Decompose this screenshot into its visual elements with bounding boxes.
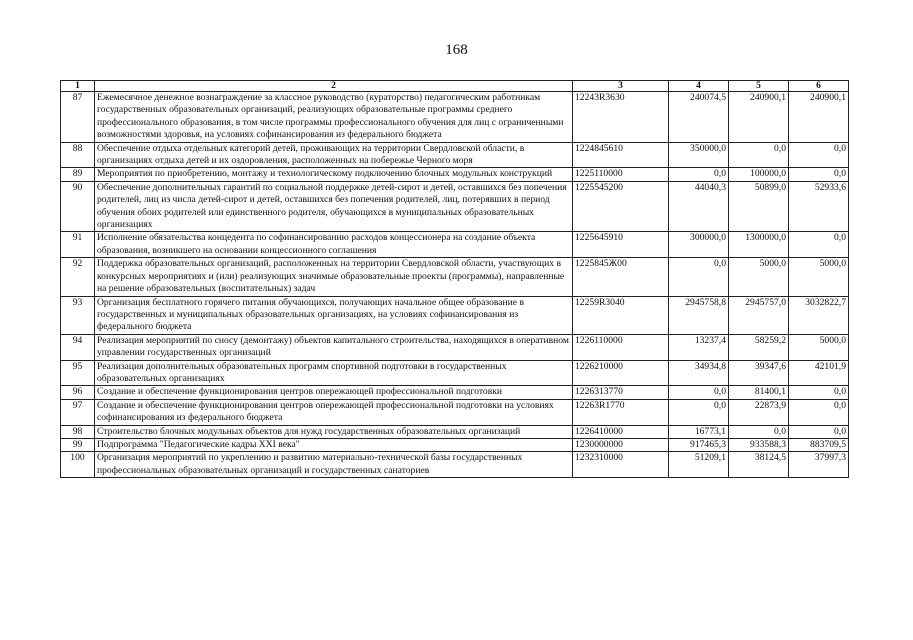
table-header-row <box>61 81 849 92</box>
row-code: 1226410000 <box>573 425 669 438</box>
row-amount-col5: 38124,5 <box>729 452 789 478</box>
row-amount-col5: 2945757,0 <box>729 296 789 334</box>
row-number: 94 <box>61 334 95 360</box>
table-row <box>61 168 849 181</box>
row-description: Создание и обеспечение функционирования центров опережающей профессиональной подготовки <box>95 386 573 399</box>
table-row <box>61 258 849 296</box>
row-amount-col6: 0,0 <box>789 386 849 399</box>
row-code: 1232310000 <box>573 452 669 478</box>
row-amount-col6: 883709,5 <box>789 438 849 451</box>
row-description: Организация мероприятий по укреплению и развитию материально-технической базы государственных профессиональных образовательных организаций и государственных санаториев <box>95 452 573 478</box>
row-description: Организация бесплатного горячего питания обучающихся, получающих начальное общее образование в государственных и муниципальных образовательных организациях, на условиях софинансирования из федерального бюджета <box>95 296 573 334</box>
row-amount-col4: 0,0 <box>669 399 729 425</box>
row-description: Строительство блочных модульных объектов для нужд государственных образовательных организаций <box>95 425 573 438</box>
row-amount-col6: 52933,6 <box>789 181 849 232</box>
page-number: 168 <box>445 42 468 58</box>
column-header: 6 <box>789 81 849 92</box>
row-code: 1225110000 <box>573 168 669 181</box>
row-amount-col5: 5000,0 <box>729 258 789 296</box>
table-row <box>61 425 849 438</box>
row-description: Мероприятия по приобретению, монтажу и технологическому подключению блочных модульных конструкций <box>95 168 573 181</box>
row-number: 96 <box>61 386 95 399</box>
row-code: 1225645910 <box>573 232 669 258</box>
column-header: 4 <box>669 81 729 92</box>
row-description: Реализация мероприятий по сносу (демонтажу) объектов капитального строительства, находящихся в оперативном управлении государственных организаций <box>95 334 573 360</box>
row-number: 92 <box>61 258 95 296</box>
row-amount-col4: 34934,8 <box>669 360 729 386</box>
row-amount-col5: 240900,1 <box>729 92 789 143</box>
table-row <box>61 334 849 360</box>
row-number: 91 <box>61 232 95 258</box>
row-amount-col4: 917465,3 <box>669 438 729 451</box>
row-amount-col4: 350000,0 <box>669 142 729 168</box>
row-code: 1225845Ж00 <box>573 258 669 296</box>
row-amount-col4: 300000,0 <box>669 232 729 258</box>
row-amount-col6: 3032822,7 <box>789 296 849 334</box>
row-amount-col4: 0,0 <box>669 386 729 399</box>
row-description: Ежемесячное денежное вознаграждение за классное руководство (кураторство) педагогическим работникам государственных образовательных организаций, реализующих образовательные программы среднего профессионального образования, в том числе программы профессионального обучения для лиц с ограниченными возможностями здоровья, на условиях софинансирования из федерального бюджета <box>95 92 573 143</box>
row-description: Поддержка образовательных организаций, расположенных на территории Свердловской области, участвующих в конкурсных мероприятиях и (или) реализующих значимые образовательные проекты (программы), направленные на решение образовательных (воспитательных) задач <box>95 258 573 296</box>
row-amount-col4: 16773,1 <box>669 425 729 438</box>
table-row <box>61 181 849 232</box>
row-code: 1225545200 <box>573 181 669 232</box>
row-amount-col5: 0,0 <box>729 425 789 438</box>
row-number: 88 <box>61 142 95 168</box>
row-amount-col5: 58259,2 <box>729 334 789 360</box>
row-code: 12259R3040 <box>573 296 669 334</box>
table-row <box>61 92 849 143</box>
column-header: 1 <box>61 81 95 92</box>
row-code: 1226313770 <box>573 386 669 399</box>
budget-table <box>60 80 849 478</box>
row-number: 93 <box>61 296 95 334</box>
row-amount-col5: 100000,0 <box>729 168 789 181</box>
row-number: 98 <box>61 425 95 438</box>
row-code: 1226210000 <box>573 360 669 386</box>
row-number: 100 <box>61 452 95 478</box>
row-code: 1230000000 <box>573 438 669 451</box>
row-amount-col6: 5000,0 <box>789 334 849 360</box>
row-amount-col4: 0,0 <box>669 168 729 181</box>
row-number: 97 <box>61 399 95 425</box>
row-code: 1224845610 <box>573 142 669 168</box>
table-row <box>61 438 849 451</box>
table-row <box>61 232 849 258</box>
column-header: 2 <box>95 81 573 92</box>
table-row <box>61 399 849 425</box>
table-row <box>61 296 849 334</box>
row-amount-col6: 0,0 <box>789 232 849 258</box>
row-number: 89 <box>61 168 95 181</box>
row-amount-col4: 13237,4 <box>669 334 729 360</box>
row-description: Обеспечение дополнительных гарантий по социальной поддержке детей-сирот и детей, оставшихся без попечения родителей, лиц из числа детей-сирот и детей, оставшихся без попечения родителей, лиц, потерявших в период обучения обоих родителей или единственного родителя, обучающихся в муниципальных образовательных организациях <box>95 181 573 232</box>
table-row <box>61 386 849 399</box>
row-amount-col5: 933588,3 <box>729 438 789 451</box>
row-code: 12243R3630 <box>573 92 669 143</box>
row-amount-col5: 0,0 <box>729 142 789 168</box>
row-description: Создание и обеспечение функционирования центров опережающей профессиональной подготовки на условиях софинансирования из федерального бюджета <box>95 399 573 425</box>
row-number: 95 <box>61 360 95 386</box>
row-amount-col6: 42101,9 <box>789 360 849 386</box>
row-amount-col6: 0,0 <box>789 168 849 181</box>
row-amount-col4: 2945758,8 <box>669 296 729 334</box>
row-amount-col6: 0,0 <box>789 142 849 168</box>
row-amount-col6: 0,0 <box>789 399 849 425</box>
column-header: 3 <box>573 81 669 92</box>
column-header: 5 <box>729 81 789 92</box>
row-description: Обеспечение отдыха отдельных категорий детей, проживающих на территории Свердловской области, в организациях отдыха детей и их оздоровления, расположенных на побережье Черного моря <box>95 142 573 168</box>
row-amount-col4: 51209,1 <box>669 452 729 478</box>
table-row <box>61 452 849 478</box>
row-amount-col5: 81400,1 <box>729 386 789 399</box>
row-description: Подпрограмма "Педагогические кадры XXI века" <box>95 438 573 451</box>
row-amount-col6: 240900,1 <box>789 92 849 143</box>
row-amount-col4: 0,0 <box>669 258 729 296</box>
table-row <box>61 360 849 386</box>
row-amount-col5: 39347,6 <box>729 360 789 386</box>
table-row <box>61 142 849 168</box>
row-description: Исполнение обязательства концедента по софинансированию расходов концессионера на создание объекта образования, возникшего на основании концессионного соглашения <box>95 232 573 258</box>
row-amount-col4: 240074,5 <box>669 92 729 143</box>
row-code: 1226110000 <box>573 334 669 360</box>
row-amount-col6: 5000,0 <box>789 258 849 296</box>
row-amount-col6: 37997,3 <box>789 452 849 478</box>
row-description: Реализация дополнительных образовательных программ спортивной подготовки в государственных образовательных организациях <box>95 360 573 386</box>
row-number: 90 <box>61 181 95 232</box>
row-amount-col5: 1300000,0 <box>729 232 789 258</box>
row-amount-col6: 0,0 <box>789 425 849 438</box>
row-amount-col5: 22873,9 <box>729 399 789 425</box>
row-code: 12263R1770 <box>573 399 669 425</box>
row-number: 99 <box>61 438 95 451</box>
row-amount-col5: 50899,0 <box>729 181 789 232</box>
row-number: 87 <box>61 92 95 143</box>
row-amount-col4: 44040,3 <box>669 181 729 232</box>
